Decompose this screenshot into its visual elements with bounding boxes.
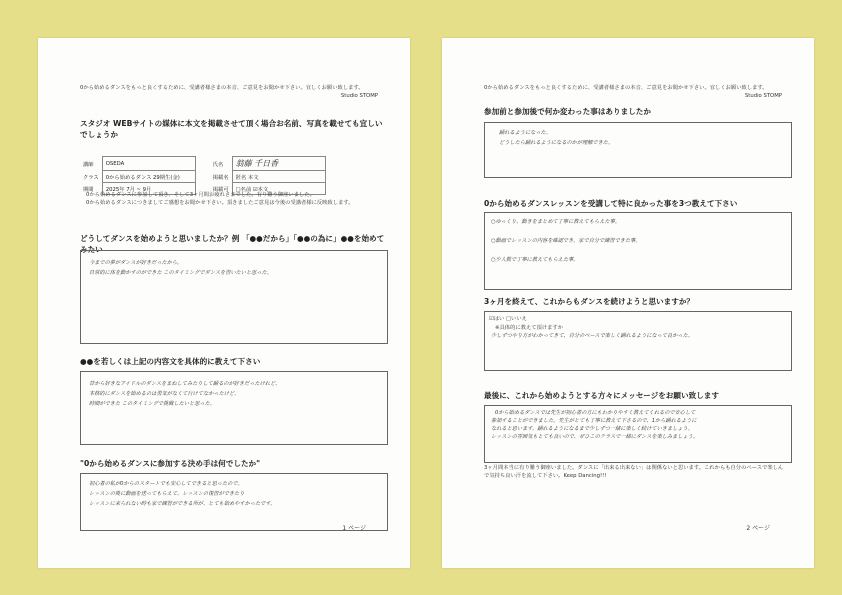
yes-no-checkbox: ☑はい □いいえ	[489, 316, 527, 322]
note-1: 0から始めるダンスに参加して頂き、そして3ヶ月間お疲れさまでした。有り難う御座いました。	[86, 192, 315, 198]
teacher-label: 講師	[83, 161, 94, 168]
intro-text: 0から始めるダンスをもっと良くするために、受講者様さまの本音、ご意見をお聞かせ下さい。宜しくお願い致します。	[484, 85, 768, 91]
intro-text: 0から始めるダンスをもっと良くするために、受講者様さまの本音、ご意見をお聞かせ下さい。宜しくお願い致します。	[80, 85, 364, 91]
period-label: 期間	[83, 186, 94, 193]
registration-form	[80, 156, 326, 195]
detail-label: ※具体的に教えて頂けますか	[495, 325, 564, 331]
publish-label: 掲載名	[212, 174, 229, 181]
answer-2-line-2: 本格的にダンスを始めるのは勇気がなくて行けてなかったけど、	[89, 391, 240, 397]
studio-name: Studio STOMP	[340, 93, 378, 99]
answer-7-line-1: 0から始めるダンスでは先生が初心者の方にもわかりやすく教えてくれるので安心して	[495, 410, 696, 416]
question-7: 最後に、これから始めようとする方々にメッセージをお願い致します	[484, 391, 719, 400]
question-5: 0から始めるダンスレッスンを受講して特に良かった事を3つ教えて下さい	[484, 199, 738, 208]
answer-3-line-2: レッスンの後に動画を送ってもらえて、レッスンの復習ができたり	[89, 491, 245, 497]
answer-5-line-1: ○ゆっくり、動きをまとめて丁寧に教えてもらえた事。	[491, 219, 620, 225]
question-4: 参加前と参加後で何か変わった事はありましたか	[484, 107, 651, 116]
period-value: 2025年 7月 ~ 9月	[102, 183, 195, 195]
answer-7-line-2: 参加することができました。先生がとても丁寧に教えて下さるので、1から踊れるように	[491, 418, 697, 424]
class-label: クラス	[83, 174, 99, 181]
answer-4-line-2: どうしたら踊れるようになるのかが理解できた。	[499, 140, 614, 146]
answer-1-line-1: 今までの夢がダンスが好きだったから。	[89, 260, 183, 266]
survey-page-1	[38, 38, 410, 568]
studio-name: Studio STOMP	[744, 93, 782, 99]
question-3: "0から始めるダンスに参加する決め手は何でしたか"	[80, 459, 261, 468]
answer-box-2	[80, 371, 388, 445]
question-2: ●●を若しくは上記の内容文を具体的に教えて下さい	[80, 357, 261, 366]
page-number: 2 ページ	[746, 525, 770, 532]
class-value: 0から始めるダンス 29期生(金)	[102, 171, 195, 183]
photo-label: 掲載可	[212, 186, 229, 193]
closing-message: 3ヶ月間本当に有り難う御座いました。ダンスに「出来る出来ない」は関係ないと思います。これからも自分のペースで楽しんで気持ち良い汗を流して下さい。Keep Dancing!!!	[484, 465, 784, 479]
name-value: 翁藤 千日香	[232, 157, 325, 171]
page-number: 1 ページ	[342, 525, 366, 532]
answer-box-7	[484, 405, 792, 463]
answer-box-5	[484, 212, 792, 290]
answer-6-line: 少しずつやり方がわかってきて、自分のペースで楽しく踊れるようになって良かった。	[491, 333, 693, 339]
answer-box-4	[484, 122, 792, 178]
teacher-value: OSEDA	[102, 157, 195, 171]
answer-4-line-1: 踊れるようになった。	[499, 130, 551, 136]
answer-2-line-3: 時間ができた このタイミングで挑戦したいと思った。	[89, 401, 215, 407]
notes	[86, 192, 386, 207]
answer-box-6	[484, 311, 792, 371]
answer-2-line-1: 昔から好きなアイドルのダンスをまねしてみたりして踊るのが好きだったけれど、	[89, 381, 281, 387]
answer-7-line-3: なれると思います。踊れるようになるまで少しずつ一緒に楽しく続けていきましょう。	[491, 426, 693, 432]
question-6: 3ヶ月を終えて、これからもダンスを続けようと思いますか？	[484, 297, 695, 306]
answer-box-1	[80, 250, 388, 344]
publish-value: 匿名 本文	[232, 171, 325, 183]
question-1: どうしてダンスを始めようと思いましたか？例 「●●だから」「●●の為に」●●を始めてみたい	[80, 234, 385, 254]
survey-page-2	[442, 38, 814, 568]
answer-3-line-1: 初心者の私が0からのスタートでも安心してできると思ったので。	[89, 481, 243, 487]
name-label: 氏名	[212, 161, 224, 168]
answer-5-line-2: ○動画でレッスンの内容を確認でき、家で自分で練習できた事。	[491, 238, 641, 244]
photo-value: □名前 ☑本文	[232, 183, 325, 195]
answer-1-line-2: 日常的に体を動かすのができた このタイミングでダンスを習いたいと思った。	[89, 270, 272, 276]
answer-7-line-4: レッスンの雰囲気もとても良いので、ぜひこのクラスで一緒にダンスを楽しみましょう。	[491, 434, 699, 440]
answer-5-line-3: ○少人数で丁寧に教えてもらえた事。	[491, 257, 579, 263]
publish-question: スタジオ WEBサイトの媒体に本文を掲載させて頂く場合お名前、写真を載せても宜しいでしょうか	[80, 119, 383, 139]
answer-3-line-3: レッスンに来られない時も家で練習ができる所が、とても始めやすかったです。	[89, 501, 276, 507]
note-2: 0から始めるダンスにつきましてご感想をお聞かせ下さい。頂きましたご意見は今後の受講者様に反映致します。	[86, 199, 354, 206]
